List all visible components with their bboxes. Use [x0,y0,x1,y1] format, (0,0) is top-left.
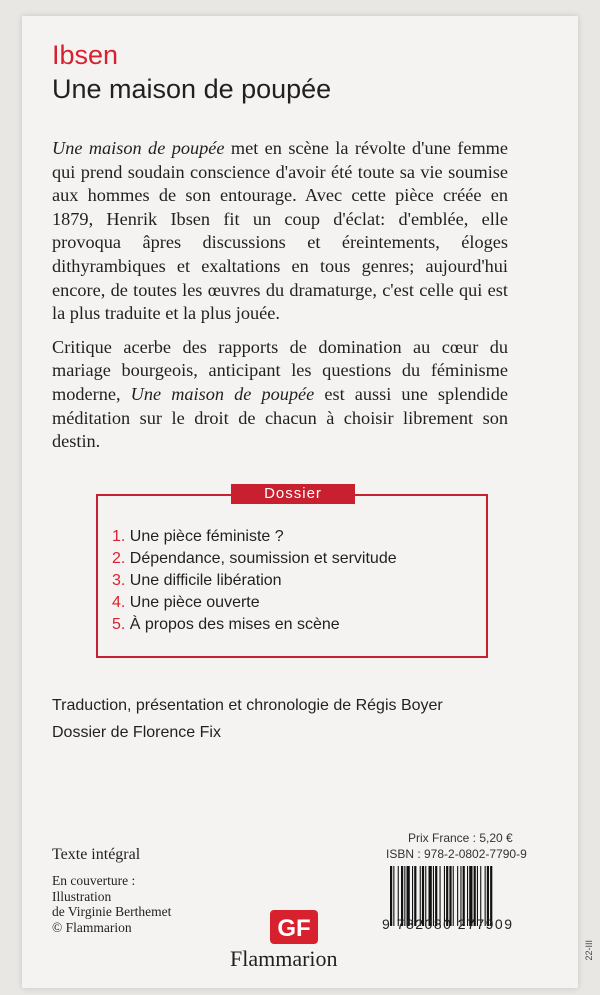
cover-credit-line: de Virginie Berthemet [52,904,172,919]
dossier-item-number: 5. [112,616,126,633]
dossier-item [112,570,397,592]
blurb-text-1: met en scène la révolte d'une femme qui prend soudain conscience d'avoir été toute sa vie soumise aux hommes de son entourage. Avec cette pièce créée en 1879, Henrik Ibsen fit un coup d'éclat: d'emblée, elle provoqua âpres discussions et éreintements, éloges dithyrambiques et exaltations en tous genres; aujourd'hui encore, de toutes les œuvres du dramaturge, c'est celle qui est la plus traduite et la plus jouée. [52,138,508,324]
blurb-title-italic-2: Une maison de poupée [130,383,315,404]
gf-logo-text: GF [277,915,311,942]
translation-credit: Traduction, présentation et chronologie de Régis Boyer [52,697,443,714]
blurb-text-2a: Critique acerbe des rapports de domination au cœur du mariage bourgeois, anticipant les questions du féminisme moderne, [52,336,508,404]
credits [52,692,443,746]
dossier-credit: Dossier de Florence Fix [52,724,221,741]
dossier-list [112,526,397,636]
blurb-text-2b: est aussi une splendide méditation sur le droit de chacun à choisir librement son destin. [52,383,508,452]
cover-credit-line: En couverture : [52,873,136,888]
price-block [380,830,527,862]
price: Prix France : 5,20 € [408,831,513,845]
dossier-item-text: Une difficile libération [125,572,282,589]
barcode-digits: 9 782080 277909 [382,916,514,932]
book-title: Une maison de poupée [52,74,332,104]
dossier-item [112,526,397,548]
dossier-item-number: 4. [112,594,126,611]
dossier-box [96,485,488,658]
dossier-item-text: Une pièce ouverte [125,594,260,611]
blurb-title-italic-1: Une maison de poupée [52,138,225,158]
cover-credit-line: © Flammarion [52,919,132,935]
integral-text-label: Texte intégral [52,846,141,863]
dossier-label: Dossier [231,484,355,504]
publisher-name: Flammarion [230,946,338,971]
dossier-item-text: Une pièce féministe ? [125,528,284,545]
cover-illustration-credit [52,873,171,935]
dossier-item-text: À propos des mises en scène [125,616,340,633]
dossier-item [112,592,397,614]
blurb-paragraph-2 [52,336,508,454]
dossier-item-number: 3. [112,572,126,589]
dossier-item-text: Dépendance, soumission et servitude [125,550,397,567]
author-name: Ibsen [52,40,119,70]
dossier-item [112,614,397,636]
dossier-item [112,548,397,570]
blurb [52,137,508,464]
gf-logo-icon [270,910,318,944]
cover-credit-line: Illustration [52,888,112,904]
blurb-paragraph-1 [52,137,508,326]
dossier-item-number: 2. [112,550,126,567]
dossier-item-number: 1. [112,528,126,545]
side-code: 22-III [584,940,594,961]
isbn: ISBN : 978-2-0802-7790-9 [386,847,527,861]
